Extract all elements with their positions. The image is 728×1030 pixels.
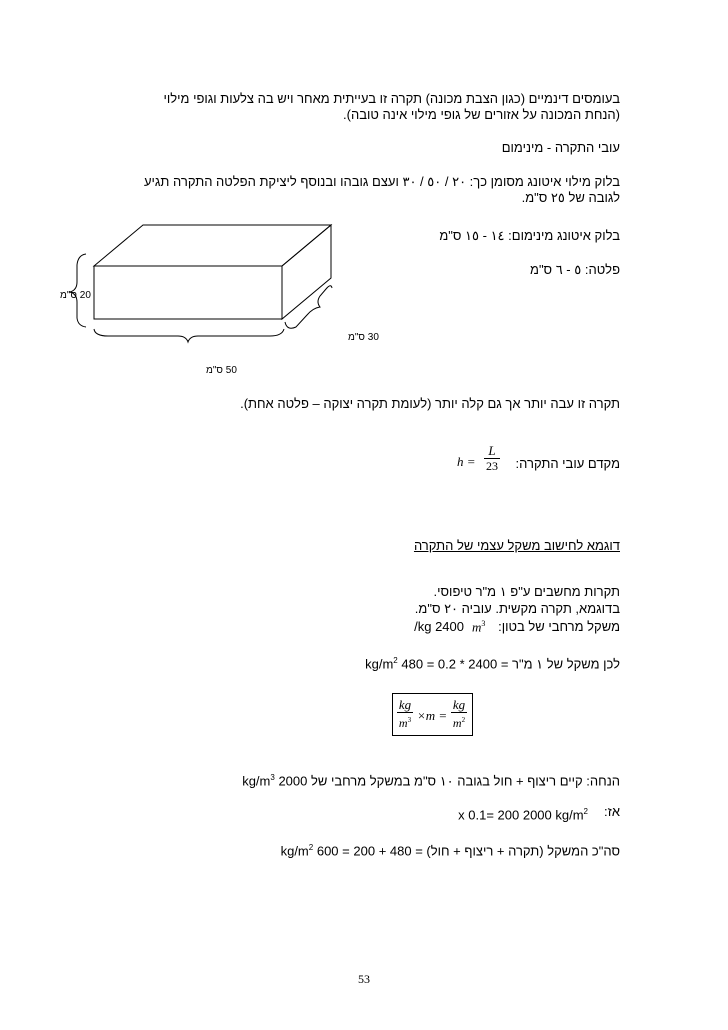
text-line: בלוק מילוי איטונג מסומן כך: ٢٠ / ٥٠ / ٣٠ ועצם גובהו ובנוסף ליציקת הפלטה התקרה תגיע <box>143 174 620 189</box>
example-heading: דוגמא לחישוב משקל עצמי של התקרה <box>413 538 620 553</box>
dim-width-label: 50 ס"מ <box>206 365 237 376</box>
block-diagram <box>0 210 379 380</box>
formula-label: מקדם עובי התקרה: <box>515 456 620 471</box>
box-top <box>94 225 331 266</box>
text-line: תקרות מחשבים ע"פ ١ מ"ר טיפוסי. <box>433 584 620 599</box>
text-line: בעומסים דינמיים (כגון הצבת מכונה) תקרה זו בעייתית מאחר ויש בה צלעות וגופי מילוי <box>163 91 620 106</box>
formula-denominator: 23 <box>486 459 498 473</box>
formula-lhs: h = <box>457 454 476 469</box>
page-number: 53 <box>358 972 370 986</box>
dim-height-label: 20 ס"מ <box>60 290 91 301</box>
text-line: לגובה של ٢٥ ס"מ. <box>521 190 620 205</box>
text-line: אז: <box>604 804 620 819</box>
text-line: לכן משקל של ١ מ"ר = 2400 * 0.2 = 480 $kg/m^2$ <box>365 656 620 672</box>
formula-numerator: L <box>488 443 496 458</box>
text-line: משקל מרחבי של בטון: <box>498 619 620 634</box>
section-heading: עובי התקרה - מינימום <box>501 140 620 155</box>
text-line: הנחה: קיים ריצוף + חול בגובה ١٠ ס"מ במשקל מרחבי של 2000 $kg/m^3$ <box>242 773 620 789</box>
brace-width <box>94 329 284 342</box>
text-line: x 0.1= 200 2000 $kg/m^2$ <box>458 807 588 823</box>
text-line: בלוק איטונג מינימום: ١٤ - ١٥ ס"מ <box>439 228 620 243</box>
box-side <box>282 225 331 319</box>
text-line: /kg 2400 <box>414 619 464 634</box>
dim-depth-label: 30 ס"מ <box>348 332 379 343</box>
unit-m3: $m^3$ <box>472 619 486 635</box>
text-line: בדוגמא, תקרה מקשית. עוביה ٢٠ ס"מ. <box>414 601 620 616</box>
box-front <box>94 266 282 319</box>
units-equation-box: kg $m^3$ ×m = kg $m^2$ <box>392 693 473 736</box>
formula-fraction <box>484 444 500 473</box>
text-line: תקרה זו עבה יותר אך גם קלה יותר (לעומת תקרה יצוקה – פלטה אחת). <box>240 396 620 411</box>
text-line: פלטה: ٥ - ٦ ס"מ <box>530 262 620 277</box>
text-line: סה"כ המשקל (תקרה + ריצוף + חול) = 480 + 200 = 600 $kg/m^2$ <box>280 843 620 859</box>
text-line: (הנחת המכונה על אזורים של גופי מילוי אינה טובה). <box>343 107 620 122</box>
brace-depth <box>285 286 332 329</box>
